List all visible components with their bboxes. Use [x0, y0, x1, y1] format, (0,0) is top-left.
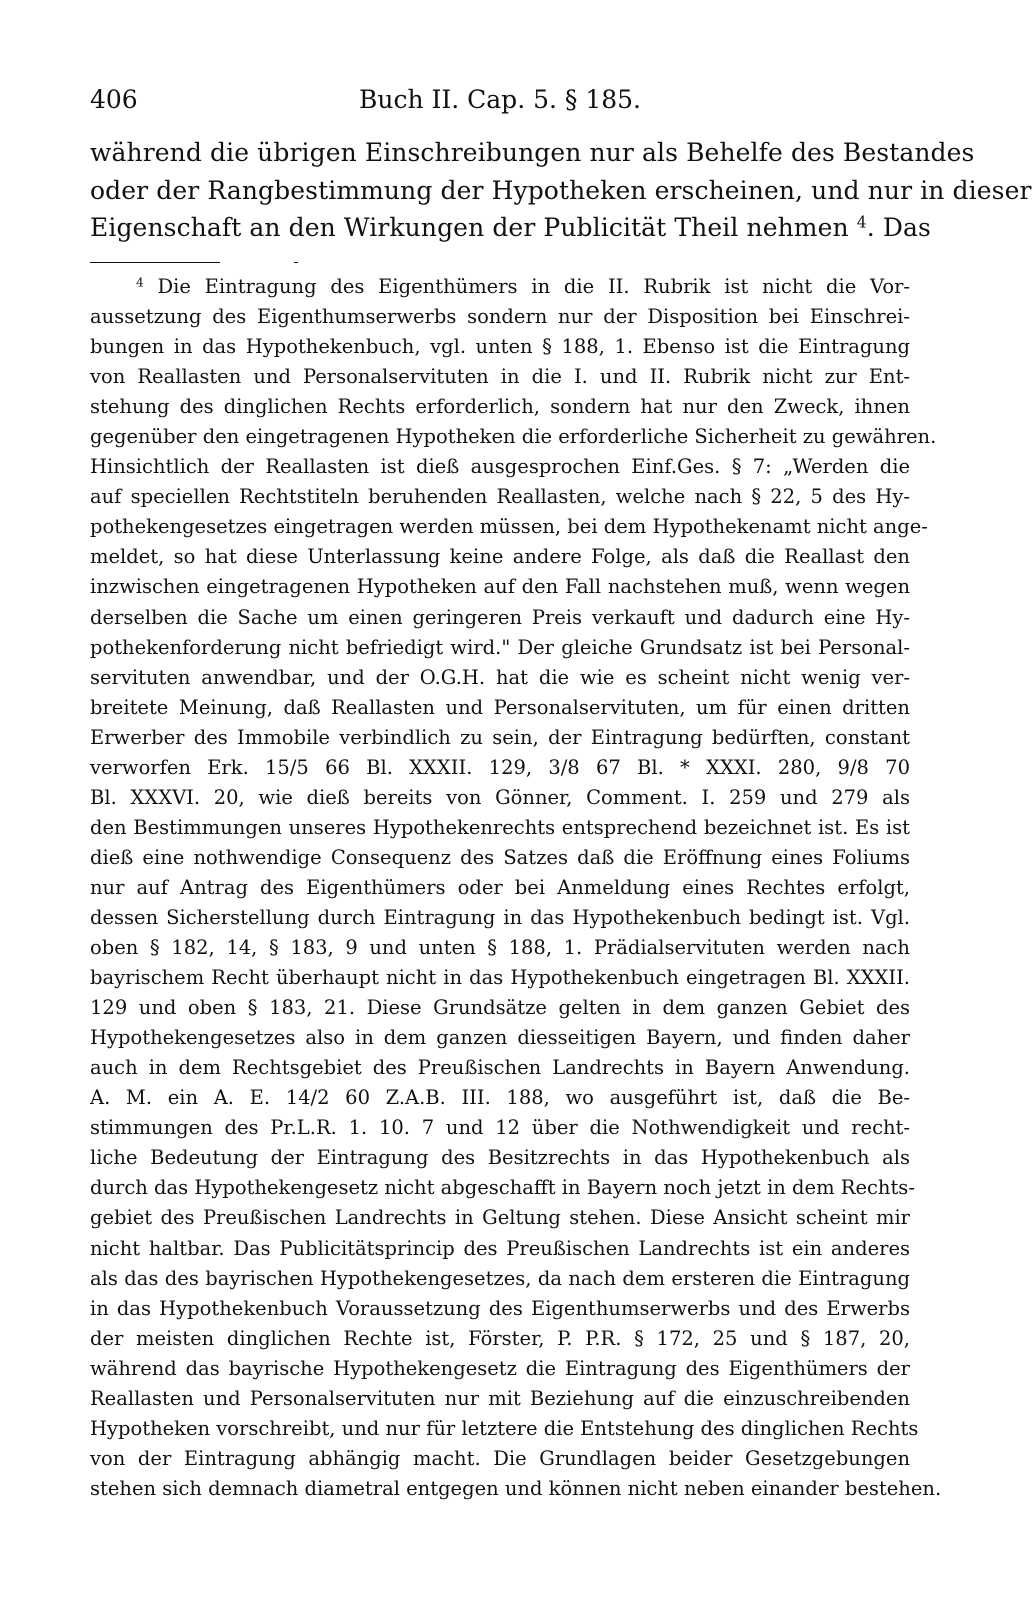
footnote-line: dessen Sicherstellung durch Eintragung in das Hypothekenbuch bedingt ist. Vgl.: [90, 905, 910, 929]
footnote-line: stimmungen des Pr.L.R. 1. 10. 7 und 12 über die Nothwendigkeit und recht-: [90, 1116, 910, 1140]
footnote-line: bayrischem Recht überhaupt nicht in das Hypothekenbuch eingetragen Bl. XXXII.: [90, 966, 910, 990]
footnote-line: Bl. XXXVI. 20, wie dieß bereits von Gönner, Comment. I. 259 und 279 als: [90, 785, 910, 809]
footnote-line: meldet, so hat diese Unterlassung keine andere Folge, als daß die Reallast den: [90, 545, 910, 569]
footnote-reference: 4: [856, 213, 867, 232]
footnote-line: auf speciellen Rechtstiteln beruhenden Reallasten, welche nach § 22, 5 des Hy-: [90, 485, 910, 509]
footnote-line: der meisten dinglichen Rechte ist, Förster, P. P.R. § 172, 25 und § 187, 20,: [90, 1326, 910, 1350]
footnote-line: den Bestimmungen unseres Hypothekenrechts entsprechend bezeichnet ist. Es ist: [90, 815, 910, 839]
footnote-line: A. M. ein A. E. 14/2 60 Z.A.B. III. 188, wo ausgeführt ist, daß die Be-: [90, 1086, 910, 1110]
main-text-line: während die übrigen Einschreibungen nur als Behelfe des Bestandes: [90, 138, 975, 167]
footnote-line: stehung des dinglichen Rechts erforderlich, sondern hat nur den Zweck, ihnen: [90, 395, 910, 419]
footnote-line: als das des bayrischen Hypothekengesetzes, da nach dem ersteren die Eintragung: [90, 1266, 910, 1290]
footnote-line: Erwerber des Immobile verbindlich zu sein, der Eintragung bedürften, constant: [90, 725, 910, 749]
footnote-line: Hinsichtlich der Reallasten ist dieß ausgesprochen Einf.Ges. § 7: „Werden die: [90, 455, 910, 479]
footnote-line: derselben die Sache um einen geringeren Preis verkauft und dadurch eine Hy-: [90, 605, 910, 629]
footnote-line-text: Die Eintragung des Eigenthümers in die II. Rubrik ist nicht die Vor-: [157, 275, 910, 298]
footnote-marker: 4: [136, 275, 144, 290]
footnote-line: von Reallasten und Personalservituten in die I. und II. Rubrik nicht zur Ent-: [90, 365, 910, 389]
footnote-line: pothekengesetzes eingetragen werden müssen, bei dem Hypothekenamt nicht ange-: [90, 515, 928, 539]
footnote-line: Hypothekengesetzes also in dem ganzen diesseitigen Bayern, und finden daher: [90, 1026, 910, 1050]
main-text-line-tail: Das: [882, 213, 931, 242]
footnote-line: Hypotheken vorschreibt, und nur für letztere die Entstehung des dinglichen Rechts: [90, 1416, 919, 1440]
footnote-line: Reallasten und Personalservituten nur mit Beziehung auf die einzuschreibenden: [90, 1386, 910, 1410]
main-text-line: oder der Rangbestimmung der Hypotheken erscheinen, und nur in dieser: [90, 175, 1032, 205]
footnote-line: von der Eintragung abhängig macht. Die Grundlagen beider Gesetzgebungen: [90, 1446, 910, 1470]
footnote-line: 129 und oben § 183, 21. Diese Grundsätze gelten in dem ganzen Gebiet des: [90, 996, 910, 1020]
footnote-divider-mark: [294, 262, 298, 263]
footnote-line: stehen sich demnach diametral entgegen und können nicht neben einander bestehen.: [90, 1476, 942, 1500]
main-text-line-body: Eigenschaft an den Wirkungen der Publicität Theil nehmen: [90, 213, 849, 242]
footnote-line: nicht haltbar. Das Publicitätsprincip des Preußischen Landrechts ist ein anderes: [90, 1236, 910, 1260]
footnote-line: dieß eine nothwendige Consequenz des Satzes daß die Eröffnung eines Foliums: [90, 845, 910, 869]
footnote-line: nur auf Antrag des Eigenthümers oder bei Anmeldung eines Rechtes erfolgt,: [90, 875, 910, 899]
footnote-line: durch das Hypothekengesetz nicht abgeschafft in Bayern noch jetzt in dem Rechts-: [90, 1176, 915, 1200]
footnote-line: oben § 182, 14, § 183, 9 und unten § 188, 1. Prädialservituten werden nach: [90, 936, 910, 960]
footnote-line: während das bayrische Hypothekengesetz die Eintragung des Eigenthümers der: [90, 1356, 910, 1380]
footnote-line: gebiet des Preußischen Landrechts in Geltung stehen. Diese Ansicht scheint mir: [90, 1206, 910, 1230]
running-header: [90, 80, 910, 120]
footnote-line: [90, 272, 910, 302]
footnote-line: bungen in das Hypothekenbuch, vgl. unten § 188, 1. Ebenso ist die Eintragung: [90, 335, 910, 359]
footnote-line: verworfen Erk. 15/5 66 Bl. XXXII. 129, 3/8 67 Bl. * XXXI. 280, 9/8 70: [90, 755, 910, 779]
footnote-line: servituten anwendbar, und der O.G.H. hat die wie es scheint nicht wenig ver-: [90, 665, 910, 689]
main-text-line: Eigenschaft an den Wirkungen der Publicität Theil nehmen $^4$. Das: [90, 213, 931, 242]
footnote-line: breitete Meinung, daß Reallasten und Personalservituten, um für einen dritten: [90, 695, 910, 719]
main-text-block: [90, 134, 1032, 247]
footnote-line: auch in dem Rechtsgebiet des Preußischen Landrechts in Bayern Anwendung.: [90, 1056, 910, 1080]
footnote-divider: [90, 262, 220, 263]
footnote-line: pothekenforderung nicht befriedigt wird." Der gleiche Grundsatz ist bei Personal-: [90, 635, 910, 659]
footnote-line: liche Bedeutung der Eintragung des Besitzrechts in das Hypothekenbuch als: [90, 1146, 910, 1170]
running-title: Buch II. Cap. 5. § 185.: [358, 85, 641, 114]
footnote-line: in das Hypothekenbuch Voraussetzung des Eigenthumserwerbs und des Erwerbs: [90, 1296, 910, 1320]
footnote-line: gegenüber den eingetragenen Hypotheken die erforderliche Sicherheit zu gewähren.: [90, 425, 937, 449]
footnote-line: inzwischen eingetragenen Hypotheken auf den Fall nachstehen muß, wenn wegen: [90, 575, 910, 599]
footnote-block: [90, 272, 942, 1504]
page-number: 406: [90, 85, 138, 114]
footnote-line: aussetzung des Eigenthumserwerbs sondern nur der Disposition bei Einschrei-: [90, 305, 910, 329]
